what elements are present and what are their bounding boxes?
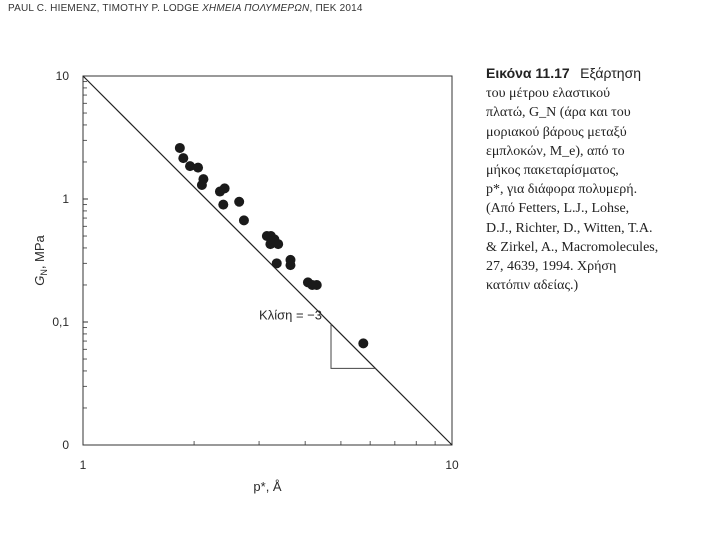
data-point <box>234 197 244 207</box>
x-axis-label: p*, Å <box>253 479 282 494</box>
data-point <box>273 239 283 249</box>
header-book-title: ΧΗΜΕΙΑ ΠΟΛΥΜΕΡΩΝ <box>202 3 310 14</box>
caption-line: κατόπιν αδείας.) <box>486 278 579 294</box>
y-tick-label: 10 <box>55 69 69 83</box>
header-authors: PAUL C. HIEMENZ, TIMOTHY P. LODGE <box>8 3 203 14</box>
data-point <box>175 143 185 153</box>
figure-caption <box>486 64 711 295</box>
data-point <box>285 260 295 270</box>
y-axis-label: $G_N$, MPa <box>32 235 49 286</box>
caption-line: p*, για διάφορα πολυμερή. <box>486 182 638 198</box>
data-point <box>178 153 188 163</box>
caption-line: πλατώ, G_N (άρα και του <box>486 105 631 121</box>
header-publisher: , ΠΕΚ 2014 <box>309 3 363 14</box>
caption-line: 27, 4639, 1994. Χρήση <box>486 259 617 275</box>
caption-line: & Zirkel, A., Macromolecules, <box>486 239 659 255</box>
y-tick-label: 1 <box>62 192 69 206</box>
data-point <box>239 215 249 225</box>
data-point <box>312 280 322 290</box>
y-tick-label: 0,1 <box>52 315 69 329</box>
caption-figure-number: Εικόνα 11.17 <box>486 65 570 81</box>
x-tick-label: 10 <box>445 458 459 472</box>
x-tick-label: 1 <box>79 458 87 472</box>
data-point <box>197 180 207 190</box>
data-point <box>358 338 368 348</box>
caption-line: του μέτρου ελαστικού <box>486 86 611 102</box>
y-tick-label: 0 <box>62 438 69 452</box>
caption-line: εμπλοκών, M_e), από το <box>486 143 625 159</box>
caption-line: Εξάρτηση <box>580 65 642 81</box>
data-point <box>220 183 230 193</box>
data-point <box>218 200 228 210</box>
caption-line: μοριακού βάρους μεταξύ <box>486 124 627 140</box>
caption-line: (Από Fetters, L.J., Lohse, <box>486 201 630 217</box>
data-point <box>272 258 282 268</box>
caption-line: μήκος πακεταρίσματος, <box>486 163 619 179</box>
caption-line: D.J., Richter, D., Witten, T.A. <box>486 220 653 236</box>
data-point <box>193 163 203 173</box>
slope-annotation: Κλίση = −3 <box>259 307 323 323</box>
slope-fit-line <box>83 76 452 445</box>
